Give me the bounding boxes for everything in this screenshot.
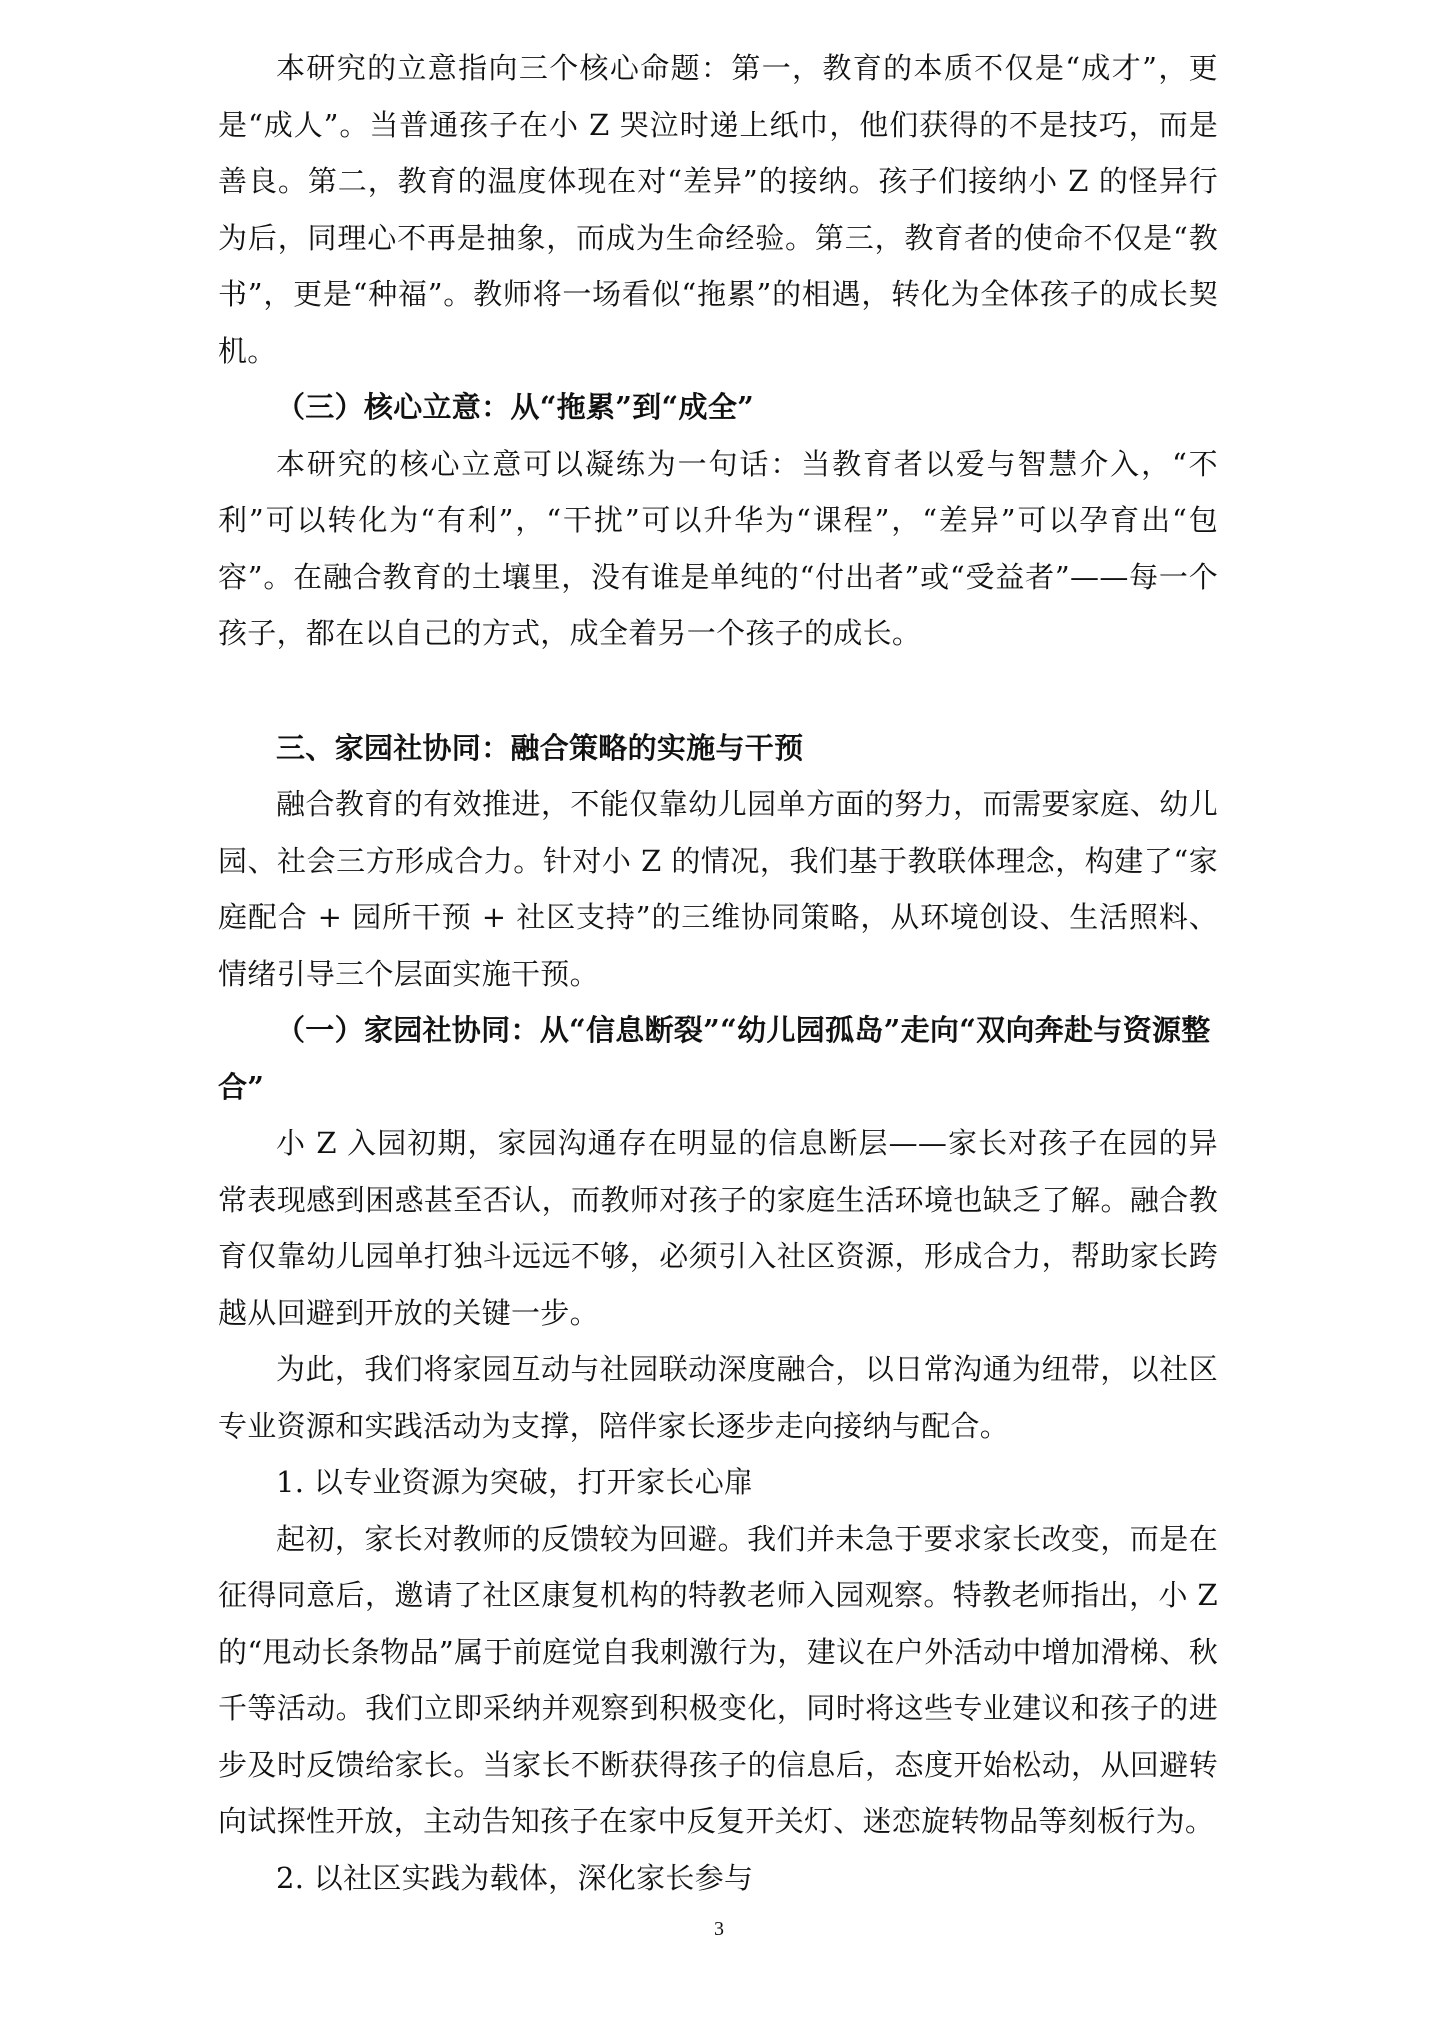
paragraph-collaboration-intro: 融合教育的有效推进，不能仅靠幼儿园单方面的努力，而需要家庭、幼儿园、社会三方形成合力。针对小 Z 的情况，我们基于教联体理念，构建了“家庭配合 + 园所干预 + 社区支持”的三维协同策略，从环境创设、生活照料、情绪引导三个层面实施干预。: [218, 787, 1218, 991]
list-item-professional-resources: 1. 以专业资源为突破，打开家长心扉: [276, 1465, 754, 1499]
paragraph-integration-approach: 为此，我们将家园互动与社园联动深度融合，以日常沟通为纽带，以社区专业资源和实践活动为支撑，陪伴家长逐步走向接纳与配合。: [218, 1352, 1218, 1443]
subheading-home-school-community: （一）家园社协同：从“信息断裂”“幼儿园孤岛”走向“双向奔赴与资源整合”: [218, 1013, 1211, 1104]
paragraph-core-intent: 本研究的核心立意可以凝练为一句话：当教育者以爱与智慧介入，“不利”可以转化为“有利”，“干扰”可以升华为“课程”，“差异”可以孕育出“包容”。在融合教育的土壤里，没有谁是单纯的“付出者”或“受益者”——每一个孩子，都在以自己的方式，成全着另一个孩子的成长。: [218, 446, 1218, 650]
section-spacer: [218, 662, 1218, 720]
paragraph-information-gap: 小 Z 入园初期，家园沟通存在明显的信息断层——家长对孩子在园的异常表现感到困惑甚至否认，而教师对孩子的家庭生活环境也缺乏了解。融合教育仅靠幼儿园单打独斗远远不够，必须引入社区资源，形成合力，帮助家长跨越从回避到开放的关键一步。: [218, 1126, 1218, 1330]
page-number: 3: [714, 1918, 724, 1940]
paragraph-professional-resources: 起初，家长对教师的反馈较为回避。我们并未急于要求家长改变，而是在征得同意后，邀请了社区康复机构的特教老师入园观察。特教老师指出，小 Z 的“甩动长条物品”属于前庭觉自我刺激行为，建议在户外活动中增加滑梯、秋千等活动。我们立即采纳并观察到积极变化，同时将这些专业建议和孩子的进步及时反馈给家长。当家长不断获得孩子的信息后，态度开始松动，从回避转向试探性开放，主动告知孩子在家中反复开关灯、迷恋旋转物品等刻板行为。: [218, 1521, 1218, 1838]
document-page: [218, 40, 1218, 1906]
subheading-core-intent: （三）核心立意：从“拖累”到“成全”: [276, 390, 755, 424]
list-item-community-practice: 2. 以社区实践为载体，深化家长参与: [276, 1860, 754, 1895]
paragraph-core-propositions: 本研究的立意指向三个核心命题：第一，教育的本质不仅是“成才”，更是“成人”。当普通孩子在小 Z 哭泣时递上纸巾，他们获得的不是技巧，而是善良。第二，教育的温度体现在对“差异”的接纳。孩子们接纳小 Z 的怪异行为后，同理心不再是抽象，而成为生命经验。第三，教育者的使命不仅是“教书”，更是“种福”。教师将一场看似“拖累”的相遇，转化为全体孩子的成长契机。: [218, 51, 1218, 368]
section-heading-collaboration: 三、家园社协同：融合策略的实施与干预: [276, 730, 804, 765]
